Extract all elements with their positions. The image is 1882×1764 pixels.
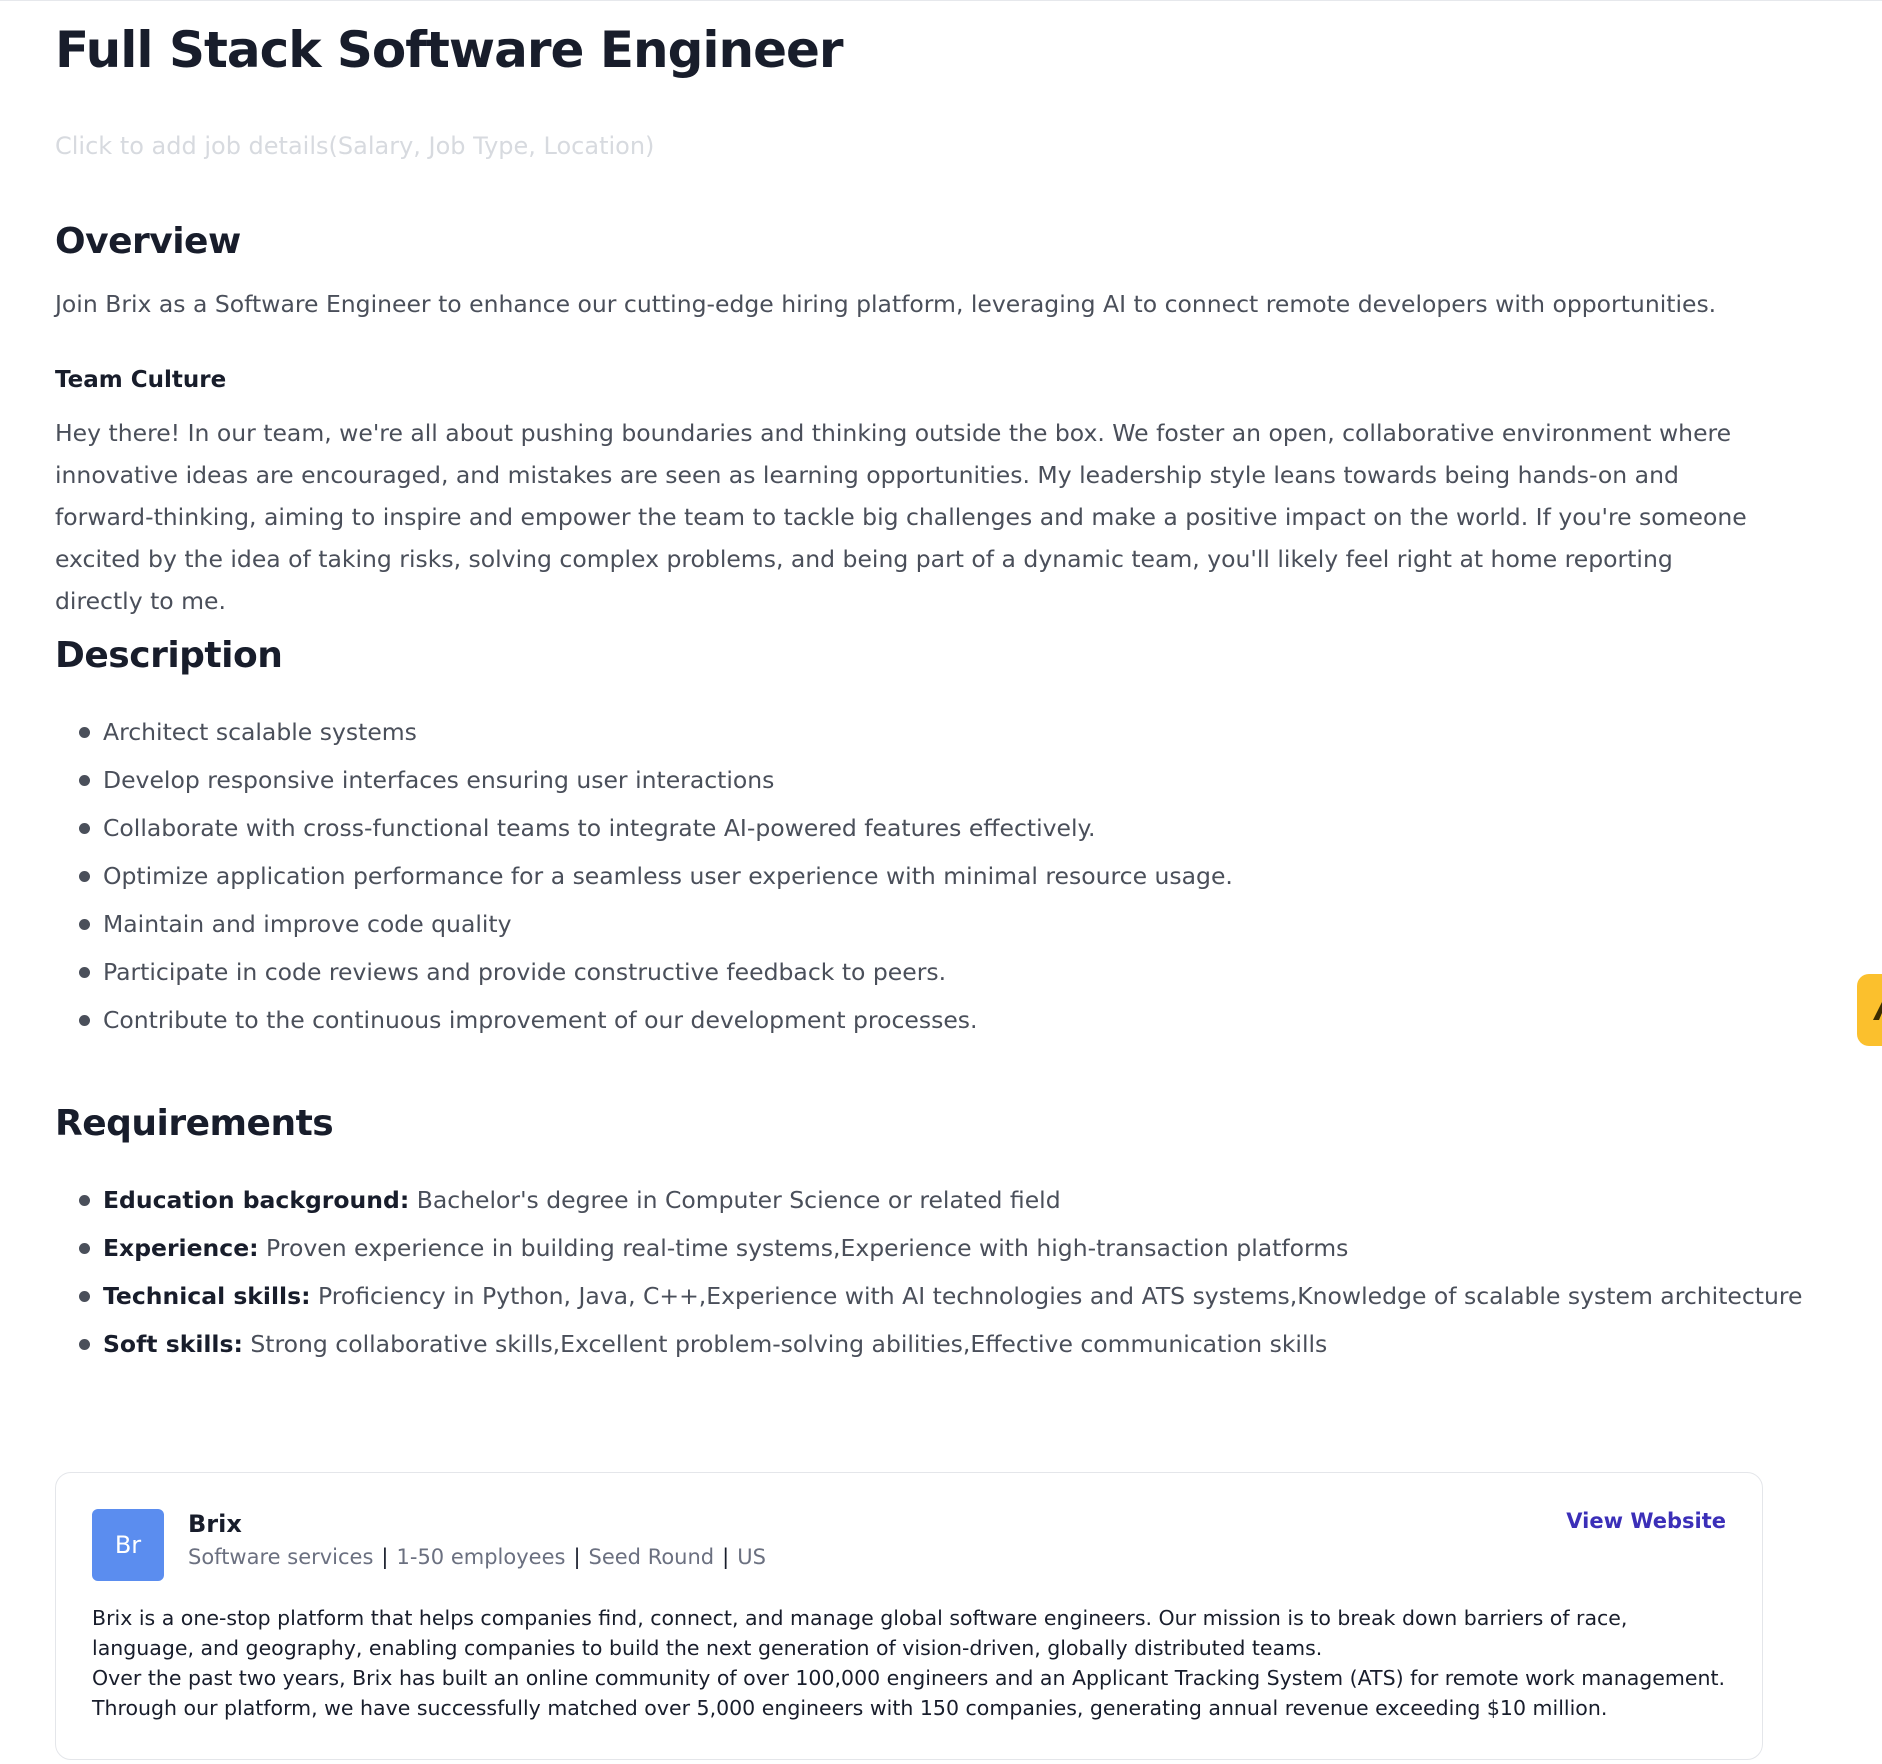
company-description [92,1603,1732,1723]
arrow-icon [1871,996,1882,1024]
requirement-text: Proficiency in Python, Java, C++,Experience with AI technologies and ATS systems,Knowledge of scalable system architecture [317,1282,1803,1310]
description-heading: Description [55,635,283,676]
view-website-link[interactable]: View Website [1566,1509,1726,1533]
requirement-label: Education background: [103,1186,410,1214]
list-item [55,1320,1765,1368]
team-culture-text: Hey there! In our team, we're all about pushing boundaries and thinking outside the box. We foster an open, collaborative environment where innovative ideas are encouraged, and mistakes are seen as learning opportunities. My leadership style leans towards being hands-on and forward-thinking, aiming to inspire and empower the team to tackle big challenges and make a positive impact on the world. If you're someone excited by the idea of taking risks, solving complex problems, and being part of a dynamic team, you'll likely feel right at home reporting directly to me. [55,419,1747,615]
company-description-paragraph: Brix is a one-stop platform that helps companies find, connect, and manage global software engineers. Our mission is to break down barriers of race, language, and geography, enabling companies to build the next generation of vision-driven, globally distributed teams. [92,1606,1628,1660]
meta-separator: | [573,1545,581,1569]
company-meta [188,1541,766,1573]
requirement-label: Soft skills: [103,1330,243,1358]
requirements-list [55,1176,1803,1368]
job-title: Full Stack Software Engineer [55,21,843,79]
list-item: Participate in code reviews and provide constructive feedback to peers. [55,948,1765,996]
list-item [55,1272,1803,1320]
list-item [55,1176,1765,1224]
company-name: Brix [188,1510,242,1538]
requirement-text: Bachelor's degree in Computer Science or related field [416,1186,1061,1214]
team-culture-heading: Team Culture [55,367,227,393]
company-logo: Br [92,1509,164,1581]
company-country: US [737,1545,766,1569]
job-details-placeholder[interactable]: Click to add job details(Salary, Job Type, Location) [55,132,655,160]
requirement-label: Experience: [103,1234,259,1262]
company-size: 1-50 employees [396,1545,566,1569]
requirement-text: Strong collaborative skills,Excellent problem-solving abilities,Effective communication skills [250,1330,1328,1358]
meta-separator: | [722,1545,730,1569]
list-item: Develop responsive interfaces ensuring user interactions [55,756,1765,804]
company-industry: Software services [188,1545,374,1569]
list-item: Collaborate with cross-functional teams to integrate AI-powered features effectively. [55,804,1765,852]
requirements-heading: Requirements [55,1103,334,1144]
company-card [55,1472,1763,1760]
description-list [55,708,1765,1044]
list-item: Architect scalable systems [55,708,1765,756]
overview-text: Join Brix as a Software Engineer to enhance our cutting-edge hiring platform, leveraging AI to connect remote developers with opportunities. [55,290,1717,318]
list-item [55,1224,1765,1272]
company-funding: Seed Round [588,1545,715,1569]
list-item: Optimize application performance for a seamless user experience with minimal resource usage. [55,852,1765,900]
list-item: Contribute to the continuous improvement of our development processes. [55,996,1765,1044]
top-divider [0,0,1882,1]
meta-separator: | [381,1545,389,1569]
company-description-paragraph: Over the past two years, Brix has built an online community of over 100,000 engineers and an Applicant Tracking System (ATS) for remote work management. Through our platform, we have successfully matched over 5,000 engineers with 150 companies, generating annual revenue exceeding $10 million. [92,1666,1726,1720]
requirement-label: Technical skills: [103,1282,311,1310]
list-item: Maintain and improve code quality [55,900,1765,948]
overview-heading: Overview [55,221,241,262]
floating-feedback-tab[interactable] [1857,974,1882,1046]
requirement-text: Proven experience in building real-time systems,Experience with high-transaction platforms [266,1234,1349,1262]
